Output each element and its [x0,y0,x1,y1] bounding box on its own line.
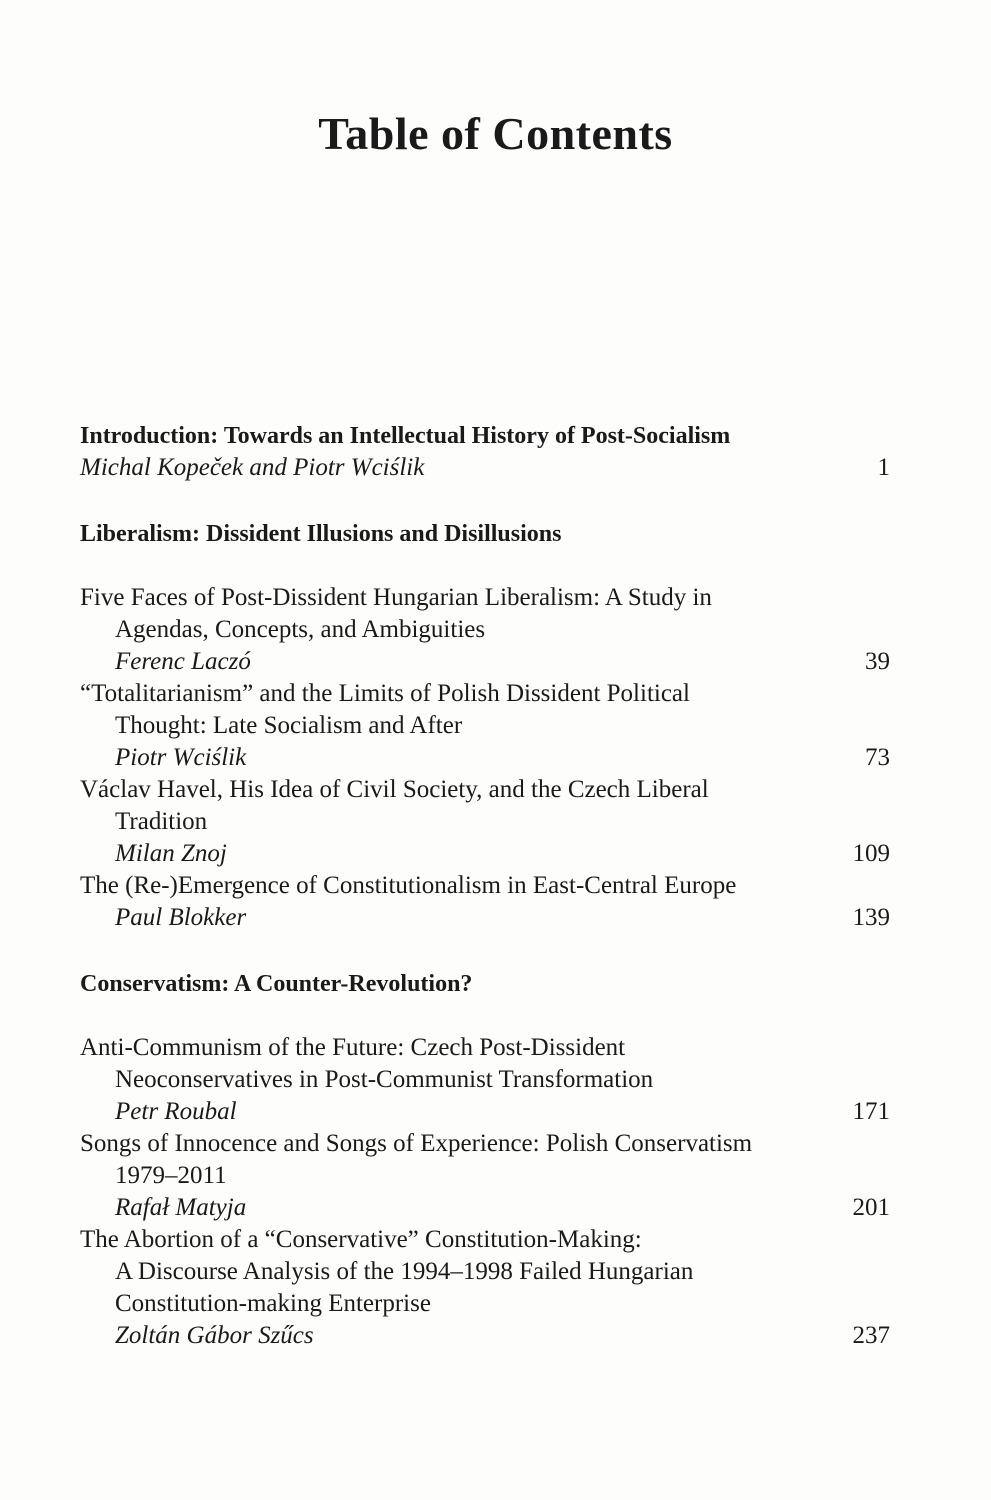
toc-entry[interactable] [80,1224,890,1352]
toc-entry[interactable] [80,582,890,678]
table-of-contents [80,420,890,1352]
entry-page-number: 1 [877,454,890,481]
section-heading-liberalism: Liberalism: Dissident Illusions and Disillusions [80,521,562,547]
entry-title-line: Five Faces of Post-Dissident Hungarian Liberalism: A Study in [80,584,712,611]
entry-title-line: Thought: Late Socialism and After [115,712,463,739]
entry-author: Ferenc Laczó [115,648,251,675]
toc-entry[interactable] [80,774,890,870]
entry-author: Michal Kopeček and Piotr Wciślik [80,454,425,481]
entry-title-line: Václav Havel, His Idea of Civil Society, and the Czech Liberal [80,776,709,803]
entry-title-line: “Totalitarianism” and the Limits of Polish Dissident Political [80,680,690,707]
section-heading-conservatism: Conservatism: A Counter-Revolution? [80,971,473,997]
toc-entry-introduction[interactable] [80,420,890,484]
entry-page-number: 237 [852,1322,890,1349]
entry-title-line: Anti-Communism of the Future: Czech Post-Dissident [80,1034,626,1061]
entry-title-line: Agendas, Concepts, and Ambiguities [115,616,486,643]
entry-title-line: Songs of Innocence and Songs of Experience: Polish Conservatism [80,1130,753,1157]
toc-entry[interactable] [80,678,890,774]
entry-title-line: Tradition [115,808,208,835]
entry-author: Paul Blokker [115,904,247,931]
entry-page-number: 201 [852,1194,890,1221]
entry-title: Introduction: Towards an Intellectual History of Post-Socialism [80,423,731,449]
entry-page-number: 171 [852,1098,890,1125]
toc-entry[interactable] [80,1032,890,1128]
entry-title-line: The Abortion of a “Conservative” Constitution-Making: [80,1226,642,1253]
entry-page-number: 39 [865,648,890,675]
entry-author: Milan Znoj [115,840,227,867]
entry-author: Piotr Wciślik [115,744,247,771]
entry-page-number: 109 [852,840,890,867]
entry-title-line: A Discourse Analysis of the 1994–1998 Failed Hungarian [115,1258,694,1285]
toc-entry[interactable] [80,870,890,934]
entry-page-number: 73 [865,744,890,771]
toc-entry[interactable] [80,1128,890,1224]
page-title: Table of Contents [318,108,673,159]
entry-title-line: The (Re-)Emergence of Constitutionalism in East-Central Europe [80,872,737,899]
entry-author: Zoltán Gábor Szűcs [115,1322,314,1349]
entry-author: Rafał Matyja [115,1194,247,1221]
entry-title-line: Constitution-making Enterprise [115,1290,431,1317]
entry-page-number: 139 [852,904,890,931]
entry-title-line: 1979–2011 [115,1162,227,1189]
entry-title-line: Neoconservatives in Post-Communist Transformation [115,1066,654,1093]
entry-author: Petr Roubal [115,1098,237,1125]
